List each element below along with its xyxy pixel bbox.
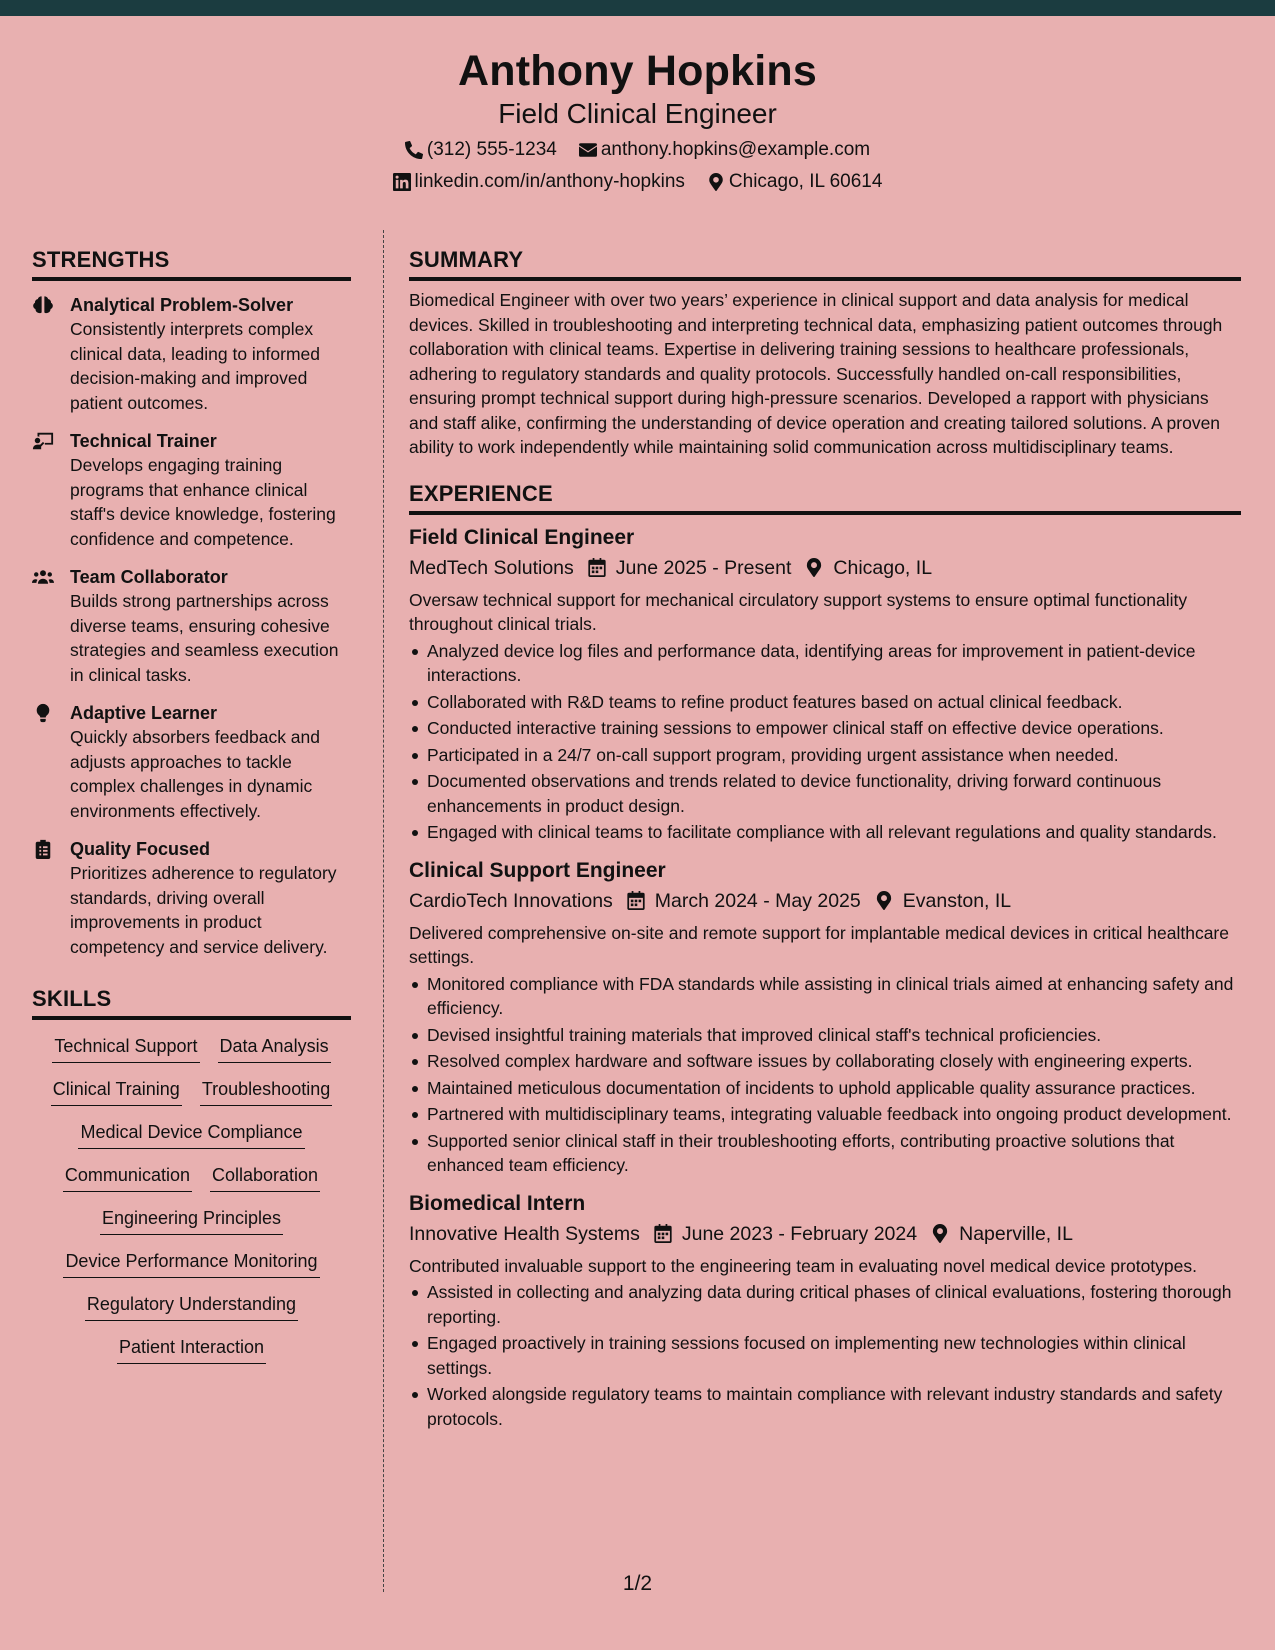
skill-tag: Troubleshooting: [200, 1077, 332, 1106]
experience-section: [409, 478, 1241, 1432]
users-icon: [32, 567, 54, 587]
list-item: Devised insightful training materials that improved clinical staff's technical proficiencies.: [409, 1023, 1241, 1048]
candidate-name: Anthony Hopkins: [458, 47, 817, 95]
job-description: Oversaw technical support for mechanical circulatory support systems to ensure optimal functionality throughout clinical trials.: [409, 589, 1188, 634]
calendar-icon: [654, 1224, 672, 1243]
job-company: CardioTech Innovations: [409, 889, 613, 912]
envelope-icon: [579, 141, 597, 159]
strength-item: [32, 429, 351, 551]
skill-tag: Collaboration: [210, 1163, 320, 1192]
strength-item: [32, 837, 351, 959]
skills-list: [32, 1034, 351, 1364]
job-location: Evanston, IL: [902, 889, 1012, 912]
map-marker-icon: [931, 1224, 949, 1243]
strength-title: Technical Trainer: [70, 431, 217, 451]
job-dates: June 2023 - February 2024: [681, 1222, 918, 1245]
strength-desc: Consistently interprets complex clinical data, leading to informed decision-making and improved patient outcomes.: [70, 319, 321, 413]
skill-tag: Clinical Training: [51, 1077, 182, 1106]
phone-icon: [405, 141, 423, 159]
resume-header: [0, 16, 1275, 204]
job-location: Naperville, IL: [959, 1222, 1073, 1245]
page-indicator: 1/2: [622, 1572, 653, 1595]
calendar-icon: [588, 558, 606, 577]
strength-item: [32, 565, 351, 687]
job-meta: [409, 887, 1241, 915]
job-company: Innovative Health Systems: [409, 1222, 640, 1245]
strength-title: Adaptive Learner: [70, 703, 218, 723]
strengths-heading: STRENGTHS: [32, 244, 351, 281]
skill-tag: Communication: [63, 1163, 192, 1192]
email-text: anthony.hopkins@example.com: [600, 139, 871, 160]
list-item: Participated in a 24/7 on-call support program, providing urgent assistance when needed.: [409, 743, 1241, 768]
lightbulb-icon: [32, 703, 54, 723]
map-marker-icon: [875, 891, 893, 910]
top-accent-bar: [0, 0, 1275, 16]
list-item: Conducted interactive training sessions to empower clinical staff on effective device operations.: [409, 716, 1241, 741]
job-bullets: [409, 972, 1241, 1178]
list-item: Analyzed device log files and performance data, identifying areas for improvement in patient-device interactions.: [409, 639, 1241, 688]
job-dates: June 2025 - Present: [615, 556, 792, 579]
strength-title: Quality Focused: [70, 839, 211, 859]
job-company: MedTech Solutions: [409, 556, 574, 579]
list-item: Collaborated with R&D teams to refine product features based on actual clinical feedback.: [409, 690, 1241, 715]
job-title: Field Clinical Engineer: [409, 525, 635, 549]
candidate-role: Field Clinical Engineer: [498, 98, 777, 129]
strength-title: Team Collaborator: [70, 567, 228, 587]
job-title: Clinical Support Engineer: [409, 858, 666, 882]
location-text: Chicago, IL 60614: [728, 171, 883, 192]
contact-phone[interactable]: [405, 138, 557, 162]
right-column: [409, 244, 1241, 1431]
job-meta: [409, 1220, 1241, 1248]
job-entry: [409, 857, 1241, 1178]
strength-desc: Quickly absorbers feedback and adjusts approaches to tackle complex challenges in dynamic environments effectively.: [70, 727, 320, 821]
list-item: Resolved complex hardware and software issues by collaborating closely with engineering experts.: [409, 1049, 1241, 1074]
phone-text: (312) 555-1234: [426, 139, 557, 160]
strength-item: [32, 701, 351, 823]
skill-tag: Engineering Principles: [100, 1206, 283, 1235]
skill-tag: Patient Interaction: [117, 1335, 266, 1364]
linkedin-text: linkedin.com/in/anthony-hopkins: [414, 171, 685, 192]
strength-desc: Develops engaging training programs that enhance clinical staff's device knowledge, fostering confidence and competence.: [70, 455, 336, 549]
linkedin-icon: [393, 173, 411, 191]
calendar-icon: [627, 891, 645, 910]
clipboard-list-icon: [32, 839, 54, 859]
strength-desc: Prioritizes adherence to regulatory standards, driving overall improvements in product competency and service delivery.: [70, 863, 337, 957]
skills-section: [32, 983, 351, 1364]
contact-location: [707, 170, 883, 194]
list-item: Engaged proactively in training sessions focused on implementing new technologies within clinical settings.: [409, 1331, 1241, 1380]
job-title: Biomedical Intern: [409, 1191, 586, 1215]
job-entry: [409, 524, 1241, 845]
list-item: Assisted in collecting and analyzing data during critical phases of clinical evaluations, fostering thorough reporting.: [409, 1280, 1241, 1329]
job-bullets: [409, 639, 1241, 845]
strength-item: [32, 293, 351, 415]
skill-tag: Data Analysis: [218, 1034, 331, 1063]
strength-desc: Builds strong partnerships across diverse teams, ensuring cohesive strategies and seamless execution in clinical tasks.: [70, 591, 339, 685]
chalkboard-teacher-icon: [32, 431, 54, 451]
list-item: Engaged with clinical teams to facilitate compliance with all relevant regulations and quality standards.: [409, 820, 1241, 845]
map-marker-icon: [805, 558, 823, 577]
skill-tag: Device Performance Monitoring: [63, 1249, 319, 1278]
list-item: Maintained meticulous documentation of incidents to uphold applicable quality assurance practices.: [409, 1076, 1241, 1101]
skill-tag: Technical Support: [52, 1034, 199, 1063]
left-column: [32, 244, 351, 1364]
skills-heading: SKILLS: [32, 983, 351, 1020]
job-dates: March 2024 - May 2025: [654, 889, 861, 912]
experience-heading: EXPERIENCE: [409, 478, 1241, 515]
list-item: Worked alongside regulatory teams to maintain compliance with relevant industry standards and safety protocols.: [409, 1382, 1241, 1431]
summary-heading: SUMMARY: [409, 244, 1241, 281]
job-entry: [409, 1190, 1241, 1432]
job-location: Chicago, IL: [833, 556, 933, 579]
list-item: Documented observations and trends related to device functionality, driving forward continuous enhancements in product design.: [409, 769, 1241, 818]
contact-row-1: [0, 138, 1275, 162]
summary-text: Biomedical Engineer with over two years’ experience in clinical support and data analysis for medical devices. Skilled in troubleshooting and interpreting technical data, emphasizing patient outcomes through collaboration with clinical teams. Expertise in delivering training sessions to healthcare professionals, adhering to regulatory standards and quality protocols. Successfully handled on-call responsibilities, ensuring prompt technical support during high-pressure scenarios. Developed a rapport with physicians and staff alike, confirming the understanding of device operation and creating tailored solutions. A proven ability to work independently while maintaining solid communication across multidisciplinary teams.: [409, 290, 1223, 457]
skill-tag: Regulatory Understanding: [85, 1292, 298, 1321]
job-description: Delivered comprehensive on-site and remote support for implantable medical devices in critical healthcare settings.: [409, 922, 1229, 967]
brain-icon: [32, 295, 54, 315]
strength-title: Analytical Problem-Solver: [70, 295, 294, 315]
contact-row-2: [0, 170, 1275, 194]
contact-email[interactable]: [579, 138, 870, 162]
list-item: Supported senior clinical staff in their troubleshooting efforts, contributing proactive solutions that enhanced team efficiency.: [409, 1129, 1241, 1178]
job-bullets: [409, 1280, 1241, 1431]
skill-tag: Medical Device Compliance: [78, 1120, 304, 1149]
column-divider: [383, 230, 384, 1592]
map-marker-icon: [707, 173, 725, 191]
job-description: Contributed invaluable support to the engineering team in evaluating novel medical device prototypes.: [409, 1255, 1197, 1276]
list-item: Partnered with multidisciplinary teams, integrating valuable feedback into ongoing product development.: [409, 1102, 1241, 1127]
list-item: Monitored compliance with FDA standards while assisting in clinical trials aimed at enhancing safety and efficiency.: [409, 972, 1241, 1021]
contact-linkedin[interactable]: [393, 170, 685, 194]
job-meta: [409, 554, 1241, 582]
